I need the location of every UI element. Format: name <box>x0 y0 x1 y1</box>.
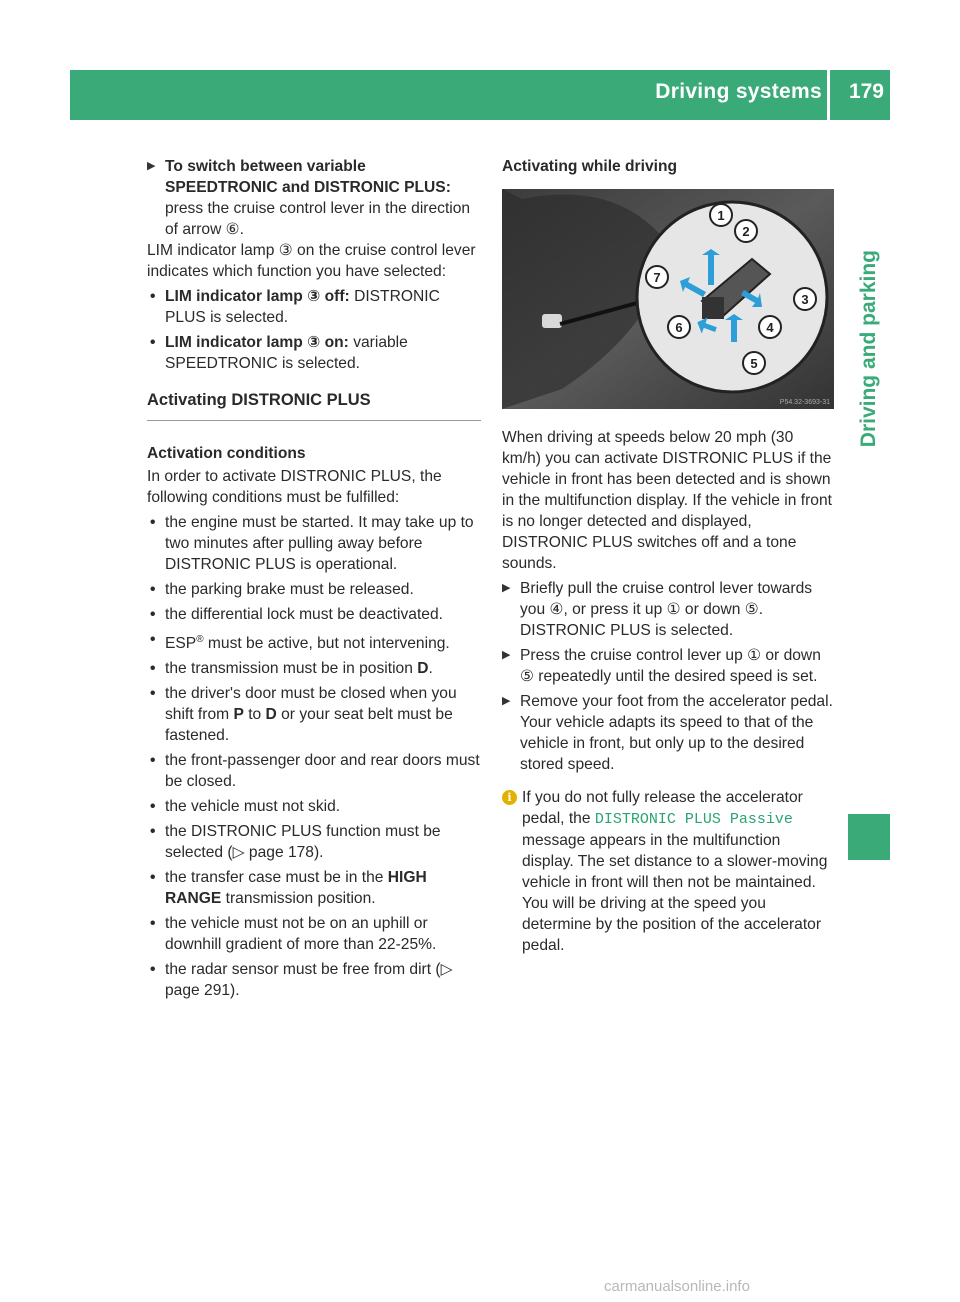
cross-reference-link[interactable]: the DISTRONIC PLUS function must be selected (▷ page 178). <box>165 823 441 862</box>
lever-stalk <box>702 297 724 319</box>
instruction-step <box>147 156 481 240</box>
figure-label-7: 7 <box>653 270 661 285</box>
list-item: • the vehicle must not skid. <box>147 796 481 817</box>
watermark: carmanualsonline.info <box>604 1278 750 1295</box>
info-note: i If you do not fully release the accelerator pedal, the DISTRONIC PLUS Passive message appears in the multifunction display. The set distance to a slower-moving vehicle in front will then not be maintained. You will be driving at the speed you determine by the position of the accelerator pedal. <box>502 787 834 956</box>
instruction-step: ▶ Briefly pull the cruise control lever towards you ④, or press it up ① or down ⑤. DISTRONIC PLUS is selected. <box>502 578 834 641</box>
lever-location-marker <box>542 314 562 328</box>
cruise-control-lever-figure <box>502 189 834 409</box>
paragraph: When driving at speeds below 20 mph (30 km/h) you can activate DISTRONIC PLUS if the vehicle in front has been detected and is shown in the multifunction display. If the vehicle in front is no longer detected and displayed, DISTRONIC PLUS switches off and a tone sounds. <box>502 429 832 572</box>
list-item: • the front-passenger door and rear doors must be closed. <box>147 750 481 792</box>
list-item: • the parking brake must be released. <box>147 579 481 600</box>
header-divider <box>827 70 830 120</box>
section-title: Driving systems <box>655 80 822 103</box>
figure-code: P54.32-3693-31 <box>779 399 830 406</box>
list-item: • the transfer case must be in the HIGH RANGE transmission position. <box>147 867 481 909</box>
section-heading: Activating DISTRONIC PLUS <box>147 390 481 421</box>
list-item <box>147 821 481 863</box>
info-icon: i <box>502 790 517 805</box>
page-number: 179 <box>848 80 884 103</box>
list-item: • the transmission must be in position D. <box>147 658 481 679</box>
figure-label-3: 3 <box>801 292 809 307</box>
list-item: • the vehicle must not be on an uphill or downhill gradient of more than 22-25%. <box>147 913 481 955</box>
instruction-step: ▶ Press the cruise control lever up ① or down ⑤ repeatedly until the desired speed is set. <box>502 645 834 687</box>
list-item: • the engine must be started. It may take up to two minutes after pulling away before DISTRONIC PLUS is operational. <box>147 512 481 575</box>
page-header <box>70 70 890 120</box>
left-column <box>147 156 481 1001</box>
step-title: To switch between variable SPEEDTRONIC and DISTRONIC PLUS: <box>165 158 451 196</box>
figure-label-1: 1 <box>717 208 725 223</box>
step-result: DISTRONIC PLUS is selected. <box>520 622 734 639</box>
list-item: • the differential lock must be deactivated. <box>147 604 481 625</box>
display-message: DISTRONIC PLUS Passive <box>594 811 793 828</box>
figure-label-2: 2 <box>742 224 750 239</box>
paragraph: In order to activate DISTRONIC PLUS, the following conditions must be fulfilled: <box>147 468 442 506</box>
subheading: Activating while driving <box>502 158 678 175</box>
list-item: • the driver's door must be closed when you shift from P to D or your seat belt must be fastened. <box>147 683 481 746</box>
cross-reference-link[interactable]: the radar sensor must be free from dirt (▷ page 291). <box>165 961 453 1000</box>
step-text: press the cruise control lever in the direction of arrow ⑥. <box>165 200 471 238</box>
figure-label-4: 4 <box>766 320 774 335</box>
figure-label-5: 5 <box>750 356 758 371</box>
subheading: Activation conditions <box>147 445 306 462</box>
step-result: Your vehicle adapts its speed to that of the vehicle in front, but only up to the desired stored speed. <box>520 714 814 773</box>
list-item: • ESP® must be active, but not intervening. <box>147 629 481 654</box>
right-column <box>502 156 834 956</box>
list-item: • LIM indicator lamp ③ off: DISTRONIC PLUS is selected. <box>147 286 481 328</box>
chapter-tab: Driving and parking <box>848 120 890 860</box>
instruction-step: ▶ Remove your foot from the accelerator pedal. Your vehicle adapts its speed to that of the vehicle in front, but only up to the desired stored speed. <box>502 691 834 775</box>
list-item <box>147 959 481 1001</box>
list-item: • LIM indicator lamp ③ on: variable SPEEDTRONIC is selected. <box>147 332 481 374</box>
chapter-tab-marker <box>848 814 890 860</box>
paragraph: LIM indicator lamp ③ on the cruise control lever indicates which function you have selected: <box>147 242 476 280</box>
figure-label-6: 6 <box>675 320 683 335</box>
